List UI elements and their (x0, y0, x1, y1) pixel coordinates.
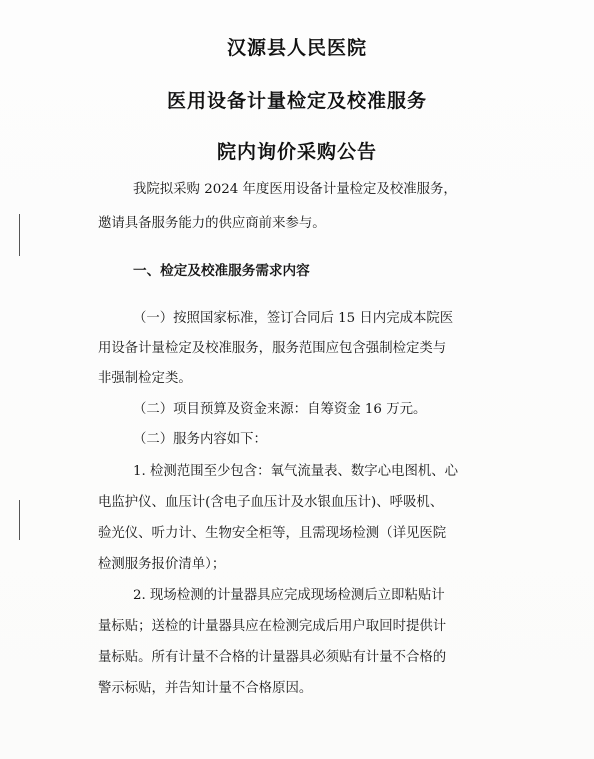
item1-line-3: 验光仪、听力计、生物安全柜等，且需现场检测（详见医院 (98, 526, 447, 541)
scan-edge-mark-bottom (19, 500, 20, 540)
para1-line-3: 非强制检定类。 (98, 371, 192, 386)
intro-line-1: 我院拟采购 2024 年度医用设备计量检定及校准服务， (133, 182, 457, 197)
item1-line-4: 检测服务报价清单）； (98, 557, 226, 572)
item2-line-1: 2. 现场检测的计量器具应完成现场检测后立即粘贴计 (133, 588, 445, 603)
hospital-name-title: 汉源县人民医院 (226, 37, 367, 59)
item1-line-2: 电监护仪、血压计(含电子血压计及水银血压计)、呼吸机、 (98, 495, 444, 510)
para2-line: （二）项目预算及资金来源：自筹资金 16 万元。 (133, 402, 427, 417)
service-title: 医用设备计量检定及校准服务 (166, 90, 427, 112)
item2-line-3: 量标贴。所有计量不合格的计量器具必须贴有计量不合格的 (98, 650, 447, 665)
para3-line: （二）服务内容如下： (133, 432, 267, 447)
announcement-title: 院内询价采购公告 (216, 141, 377, 163)
scan-edge-mark-top (19, 214, 20, 256)
intro-line-2: 邀请具备服务能力的供应商前来参与。 (98, 216, 326, 231)
item1-line-1: 1. 检测范围至少包含：氧气流量表、数字心电图机、心 (133, 464, 459, 479)
section-heading: 一、检定及校准服务需求内容 (133, 263, 310, 279)
item2-line-2: 量标贴；送检的计量器具应在检测完成后用户取回时提供计 (98, 619, 447, 634)
item2-line-4: 警示标贴，并告知计量不合格原因。 (98, 681, 313, 696)
para1-line-1: （一）按照国家标准，签订合同后 15 日内完成本院医 (133, 311, 454, 326)
para1-line-2: 用设备计量检定及校准服务，服务范围应包含强制检定类与 (98, 341, 447, 356)
